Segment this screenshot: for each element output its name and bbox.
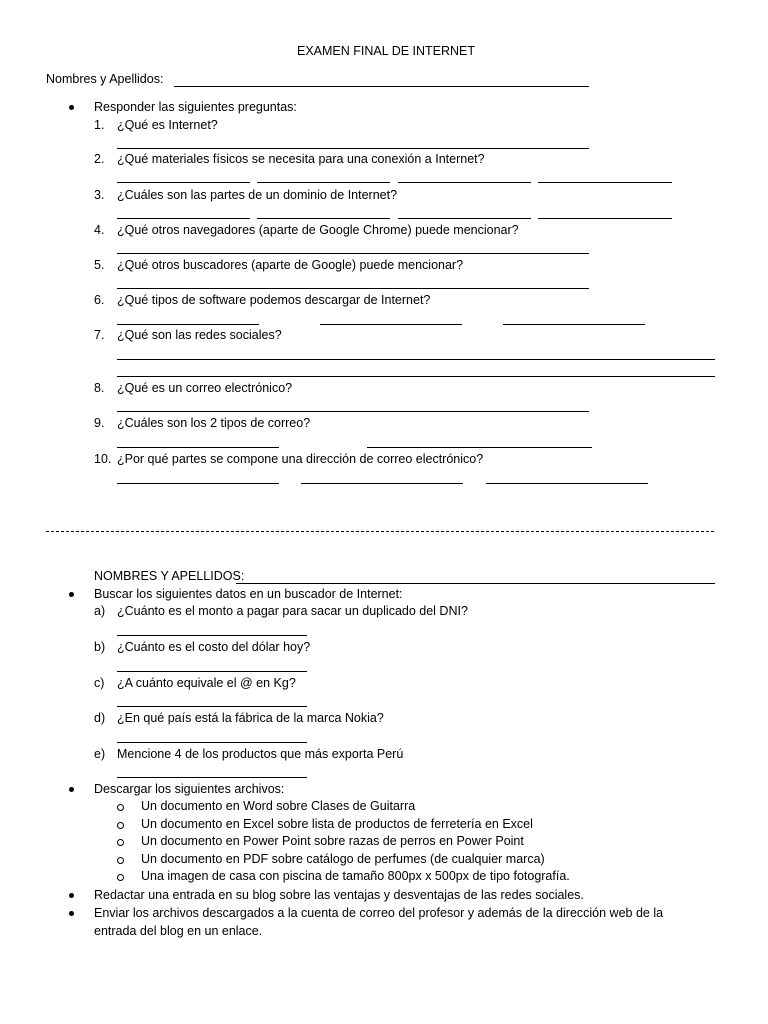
- answer-line[interactable]: [117, 148, 589, 149]
- answer-line[interactable]: [398, 218, 531, 219]
- question-text: ¿Por qué partes se compone una dirección de correo electrónico?: [117, 452, 484, 466]
- question-number: 8.: [94, 381, 105, 395]
- download-item: Un documento en Word sobre Clases de Guitarra: [141, 799, 416, 813]
- search-item-text: ¿En qué país está la fábrica de la marca Nokia?: [117, 711, 384, 725]
- download-item: Un documento en Excel sobre lista de productos de ferretería en Excel: [141, 817, 533, 831]
- section-intro: Responder las siguientes preguntas:: [94, 100, 297, 114]
- answer-line[interactable]: [117, 483, 279, 484]
- answer-line[interactable]: [117, 635, 307, 636]
- answer-line[interactable]: [257, 218, 390, 219]
- download-item: Una imagen de casa con piscina de tamaño 800px x 500px de tipo fotografía.: [141, 869, 570, 883]
- question-text: ¿Qué materiales físicos se necesita para una conexión a Internet?: [117, 152, 485, 166]
- question-number: 3.: [94, 188, 105, 202]
- exam-title: EXAMEN FINAL DE INTERNET: [297, 44, 476, 58]
- question-number: 7.: [94, 328, 105, 342]
- email-task-line: entrada del blog en un enlace.: [94, 924, 263, 938]
- question-text: ¿Qué tipos de software podemos descargar de Internet?: [117, 293, 431, 307]
- answer-line[interactable]: [320, 324, 462, 325]
- answer-line[interactable]: [117, 359, 715, 360]
- answer-line[interactable]: [503, 324, 645, 325]
- search-item-text: ¿Cuánto es el monto a pagar para sacar un duplicado del DNI?: [117, 604, 468, 618]
- name-field[interactable]: [174, 86, 589, 87]
- bullet-icon: [69, 105, 74, 110]
- answer-line[interactable]: [117, 376, 715, 377]
- email-task-line: Enviar los archivos descargados a la cuenta de correo del profesor y además de la dirección web de la: [94, 906, 664, 920]
- question-number: 1.: [94, 118, 105, 132]
- answer-line[interactable]: [398, 182, 531, 183]
- answer-line[interactable]: [117, 411, 589, 412]
- question-text: ¿Qué otros navegadores (aparte de Google Chrome) puede mencionar?: [117, 223, 519, 237]
- item-letter: d): [94, 711, 106, 725]
- item-letter: b): [94, 640, 106, 654]
- search-item-text: ¿Cuánto es el costo del dólar hoy?: [117, 640, 311, 654]
- bullet-icon: [69, 787, 74, 792]
- answer-line[interactable]: [117, 447, 279, 448]
- answer-line[interactable]: [257, 182, 390, 183]
- name-field-2[interactable]: [236, 583, 715, 584]
- question-text: ¿Cuáles son los 2 tipos de correo?: [117, 416, 311, 430]
- circle-bullet-icon: [117, 874, 124, 881]
- answer-line[interactable]: [538, 182, 672, 183]
- answer-line[interactable]: [117, 253, 589, 254]
- item-letter: c): [94, 676, 105, 690]
- download-item: Un documento en PDF sobre catálogo de perfumes (de cualquier marca): [141, 852, 545, 866]
- answer-line[interactable]: [117, 288, 589, 289]
- bullet-icon: [69, 592, 74, 597]
- answer-line[interactable]: [538, 218, 672, 219]
- bullet-icon: [69, 911, 74, 916]
- question-number: 4.: [94, 223, 105, 237]
- question-number: 10.: [94, 452, 112, 466]
- circle-bullet-icon: [117, 804, 124, 811]
- question-number: 6.: [94, 293, 105, 307]
- answer-line[interactable]: [301, 483, 463, 484]
- search-item-text: Mencione 4 de los productos que más exporta Perú: [117, 747, 404, 761]
- name-label-2: NOMBRES Y APELLIDOS:: [94, 569, 245, 583]
- answer-line[interactable]: [117, 218, 250, 219]
- search-intro: Buscar los siguientes datos en un buscador de Internet:: [94, 587, 403, 601]
- item-letter: e): [94, 747, 106, 761]
- answer-line[interactable]: [117, 777, 307, 778]
- question-number: 9.: [94, 416, 105, 430]
- answer-line[interactable]: [117, 324, 259, 325]
- circle-bullet-icon: [117, 822, 124, 829]
- search-item-text: ¿A cuánto equivale el @ en Kg?: [117, 676, 296, 690]
- question-text: ¿Qué es Internet?: [117, 118, 218, 132]
- answer-line[interactable]: [367, 447, 592, 448]
- question-text: ¿Qué es un correo electrónico?: [117, 381, 293, 395]
- cut-line-divider: [46, 531, 714, 532]
- question-number: 5.: [94, 258, 105, 272]
- download-item: Un documento en Power Point sobre razas de perros en Power Point: [141, 834, 524, 848]
- question-number: 2.: [94, 152, 105, 166]
- answer-line[interactable]: [117, 706, 307, 707]
- answer-line[interactable]: [117, 182, 250, 183]
- question-text: ¿Qué son las redes sociales?: [117, 328, 282, 342]
- answer-line[interactable]: [486, 483, 648, 484]
- question-text: ¿Qué otros buscadores (aparte de Google) puede mencionar?: [117, 258, 464, 272]
- name-label: Nombres y Apellidos:: [46, 72, 164, 86]
- question-text: ¿Cuáles son las partes de un dominio de Internet?: [117, 188, 398, 202]
- answer-line[interactable]: [117, 671, 307, 672]
- item-letter: a): [94, 604, 106, 618]
- circle-bullet-icon: [117, 857, 124, 864]
- circle-bullet-icon: [117, 839, 124, 846]
- bullet-icon: [69, 893, 74, 898]
- blog-task: Redactar una entrada en su blog sobre las ventajas y desventajas de las redes sociales.: [94, 888, 584, 902]
- download-intro: Descargar los siguientes archivos:: [94, 782, 285, 796]
- answer-line[interactable]: [117, 742, 307, 743]
